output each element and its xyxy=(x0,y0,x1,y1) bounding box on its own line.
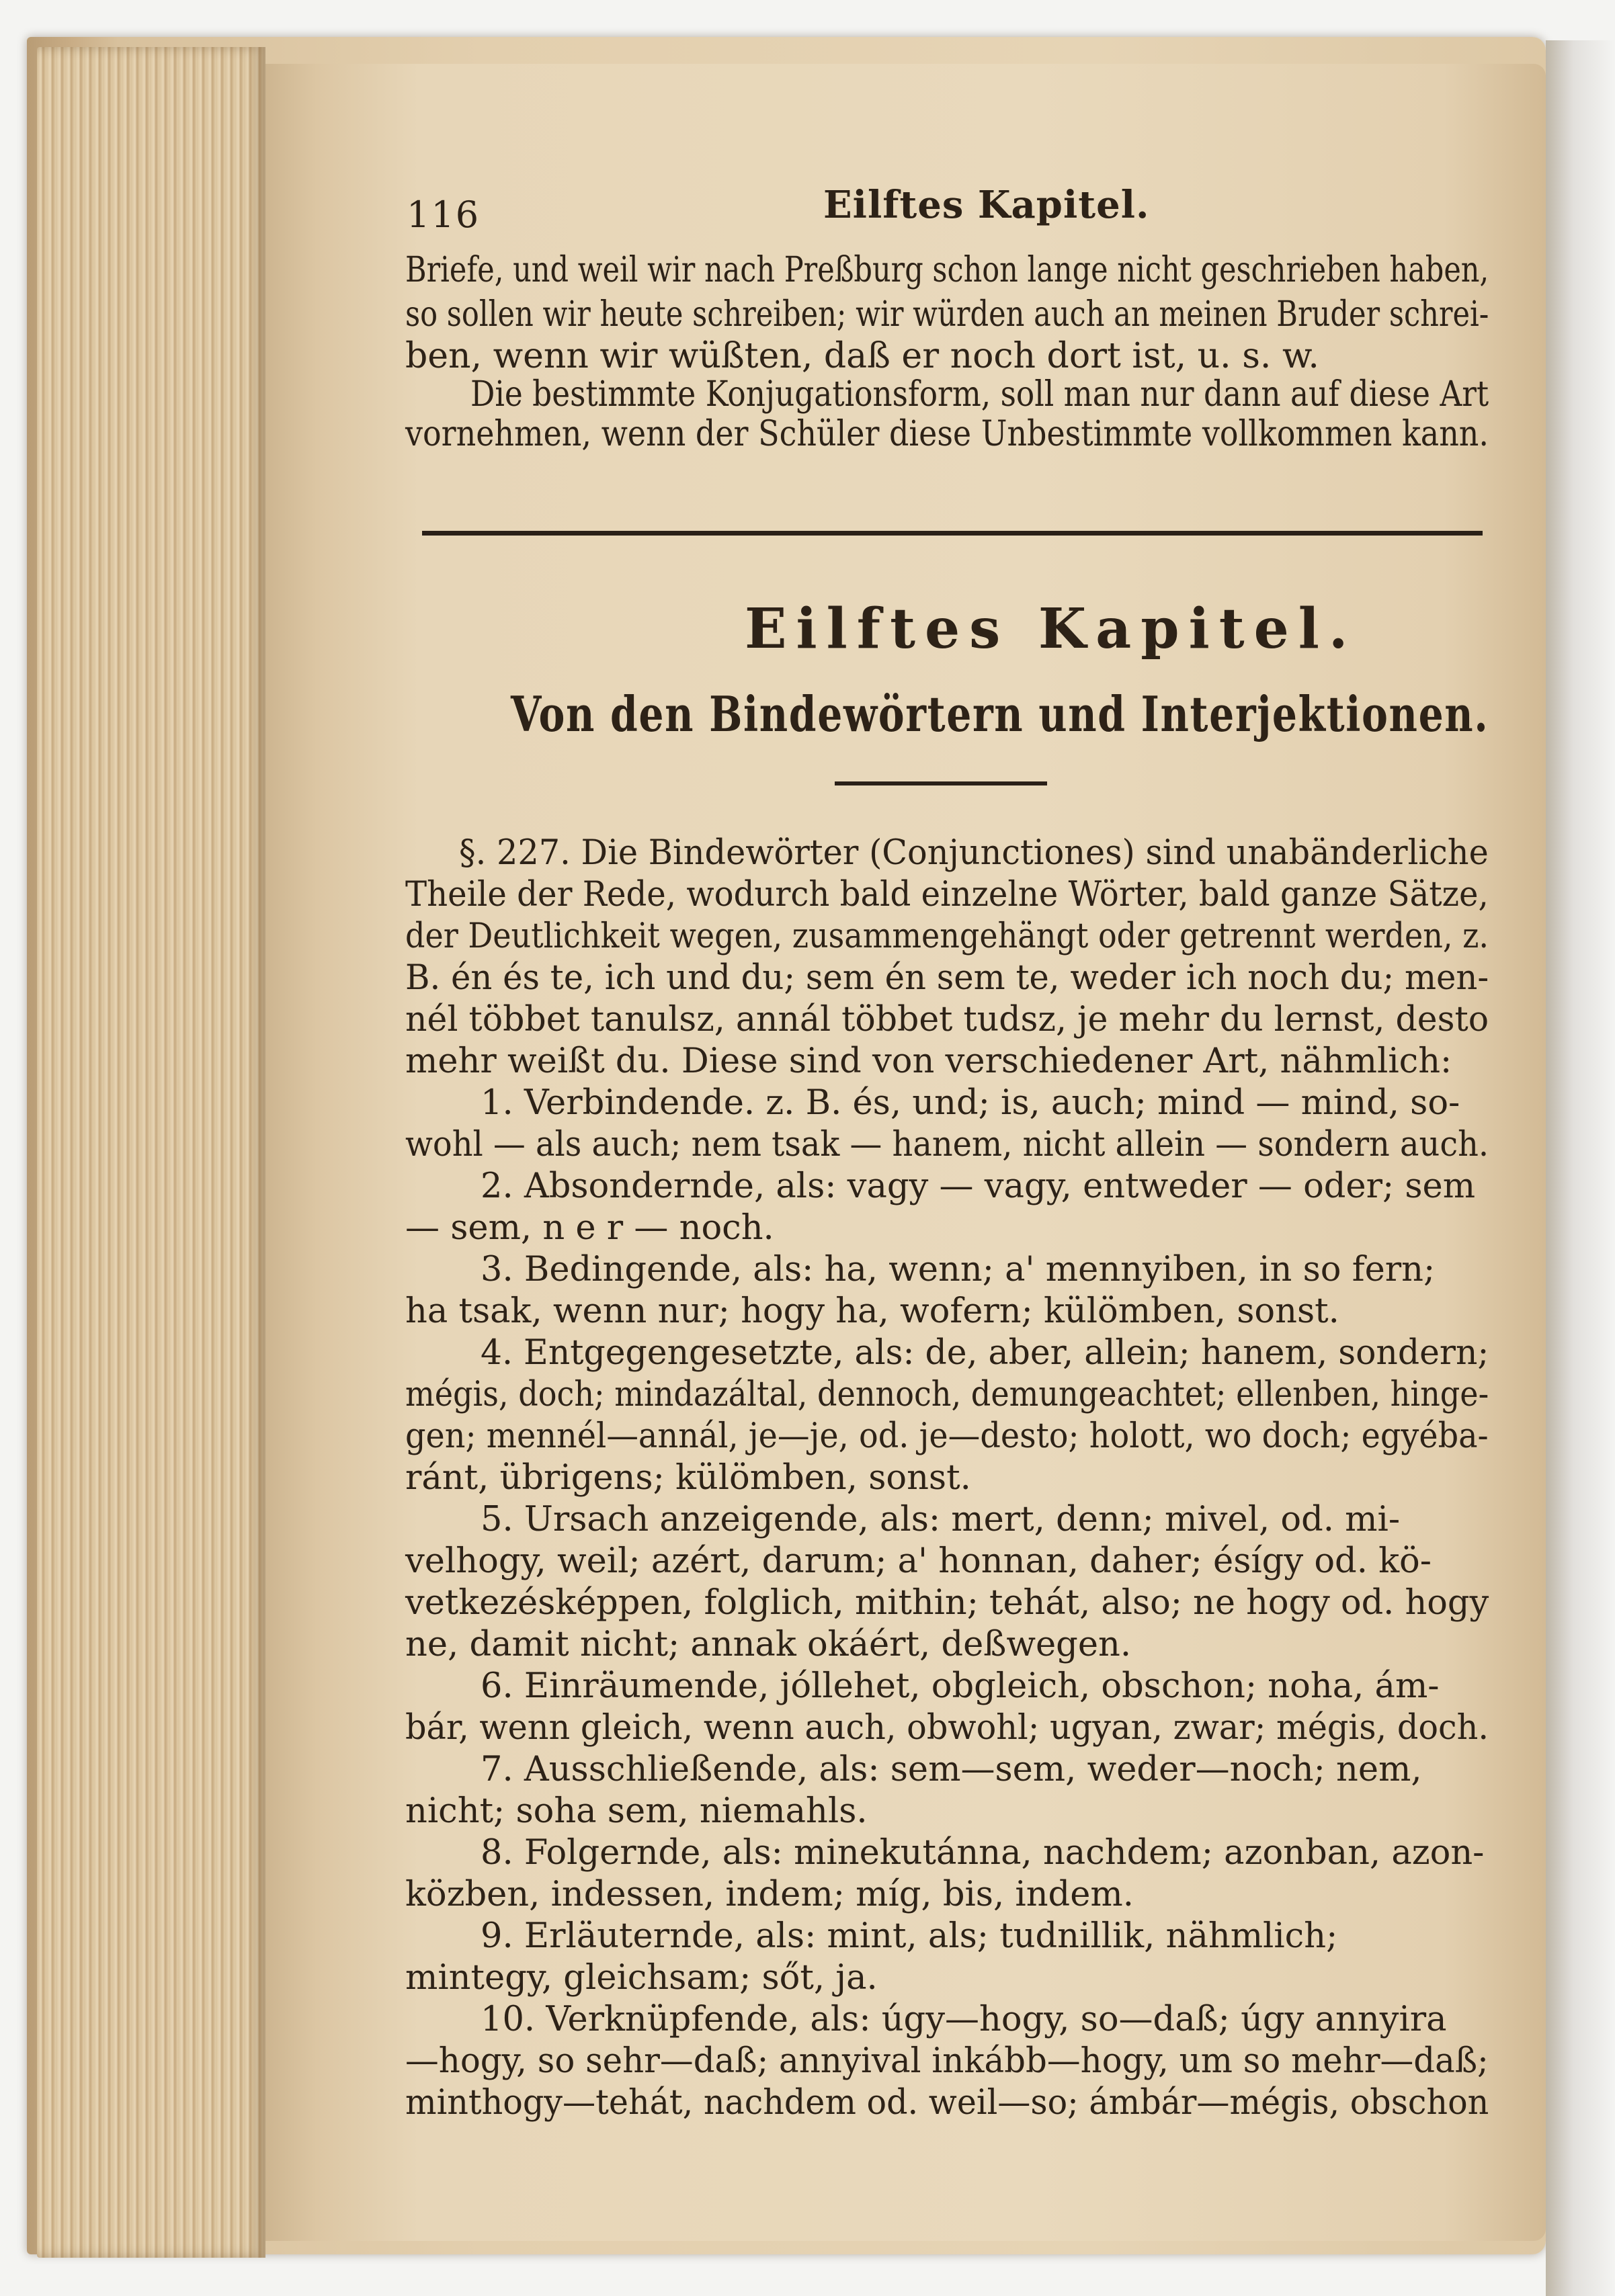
text-line: velhogy, weil; azért, darum; a' honnan, daher; ésígy od. kö- xyxy=(405,1541,1432,1581)
text-line: —hogy, so sehr—daß; annyival inkább—hogy, um so mehr—daß; xyxy=(405,2041,1489,2081)
text-line: Theile der Rede, wodurch bald einzelne Wörter, bald ganze Sätze, xyxy=(405,875,1489,915)
text-line: so sollen wir heute schreiben; wir würden auch an meinen Bruder schrei- xyxy=(405,294,1489,335)
text-line: 8. Folgernde, als: minekutánna, nachdem; azonban, azon- xyxy=(481,1833,1485,1873)
text-line: mégis, doch; mindazáltal, dennoch, demungeachtet; ellenben, hinge- xyxy=(405,1375,1489,1414)
text-line: der Deutlichkeit wegen, zusammengehängt oder getrennt werden, z. xyxy=(405,917,1489,956)
page-edges xyxy=(37,47,265,2258)
text-line: 7. Ausschließende, als: sem—sem, weder—noch; nem, xyxy=(481,1750,1422,1789)
text-line: 10. Verknüpfende, als: úgy—hogy, so—daß; úgy annyira xyxy=(481,2000,1447,2039)
text-line: gen; mennél—annál, je—je, od. je—desto; holott, wo doch; egyéba- xyxy=(405,1416,1489,1456)
text-line: ha tsak, wenn nur; hogy ha, wofern; külömben, sonst. xyxy=(405,1291,1339,1331)
text-line: 2. Absondernde, als: vagy — vagy, entweder — oder; sem xyxy=(481,1166,1476,1206)
text-line: minthogy—tehát, nachdem od. weil—so; ámbár—mégis, obschon xyxy=(405,2083,1489,2123)
text-line: 1. Verbindende. z. B. és, und; is, auch; mind — mind, so- xyxy=(481,1083,1460,1123)
text-line: nicht; soha sem, niemahls. xyxy=(405,1791,868,1831)
text-line: §. 227. Die Bindewörter (Conjunctiones) sind unabänderliche xyxy=(459,833,1489,873)
text-line: Briefe, und weil wir nach Preßburg schon lange nicht geschrieben haben, xyxy=(405,250,1489,290)
text-line: vornehmen, wenn der Schüler diese Unbestimmte vollkommen kann. xyxy=(405,414,1489,454)
text-line: közben, indessen, indem; míg, bis, indem. xyxy=(405,1875,1134,1914)
text-line: ben, wenn wir wüßten, daß er noch dort ist, u. s. w. xyxy=(405,336,1319,376)
chapter-title: Eilftes Kapitel. xyxy=(745,597,1358,661)
chapter-divider xyxy=(422,531,1483,536)
text-line: 3. Bedingende, als: ha, wenn; a' mennyiben, in so fern; xyxy=(481,1250,1436,1289)
text-line: 4. Entgegengesetzte, als: de, aber, allein; hanem, sondern; xyxy=(481,1333,1489,1373)
text-line: ránt, übrigens; külömben, sonst. xyxy=(405,1458,971,1498)
chapter-subtitle: Von den Bindewörtern und Interjektionen. xyxy=(511,685,1489,742)
text-line: 6. Einräumende, jóllehet, obgleich, obschon; noha, ám- xyxy=(481,1666,1440,1706)
text-line: — sem, n e r — noch. xyxy=(405,1208,774,1248)
subtitle-rule xyxy=(835,781,1047,785)
page-number: 116 xyxy=(407,194,481,236)
text-line: 5. Ursach anzeigende, als: mert, denn; mivel, od. mi- xyxy=(481,1500,1401,1539)
page-shadow xyxy=(1546,40,1615,2296)
running-title: Eilftes Kapitel. xyxy=(823,183,1150,227)
text-line: B. én és te, ich und du; sem én sem te, weder ich noch du; men- xyxy=(405,958,1489,998)
text-line: Die bestimmte Konjugationsform, soll man nur dann auf diese Art xyxy=(470,374,1489,415)
text-line: bár, wenn gleich, wenn auch, obwohl; ugyan, zwar; mégis, doch. xyxy=(405,1708,1489,1748)
text-line: mintegy, gleichsam; sőt, ja. xyxy=(405,1958,878,1998)
text-line: wohl — als auch; nem tsak — hanem, nicht allein — sondern auch. xyxy=(405,1125,1489,1164)
text-line: ne, damit nicht; annak okáért, deßwegen. xyxy=(405,1625,1132,1664)
text-line: mehr weißt du. Diese sind von verschiedener Art, nähmlich: xyxy=(405,1041,1452,1081)
text-line: vetkezésképpen, folglich, mithin; tehát, also; ne hogy od. hogy xyxy=(405,1583,1489,1623)
text-line: 9. Erläuternde, als: mint, als; tudnillik, nähmlich; xyxy=(481,1916,1338,1956)
text-line: nél többet tanulsz, annál többet tudsz, je mehr du lernst, desto xyxy=(405,1000,1489,1039)
